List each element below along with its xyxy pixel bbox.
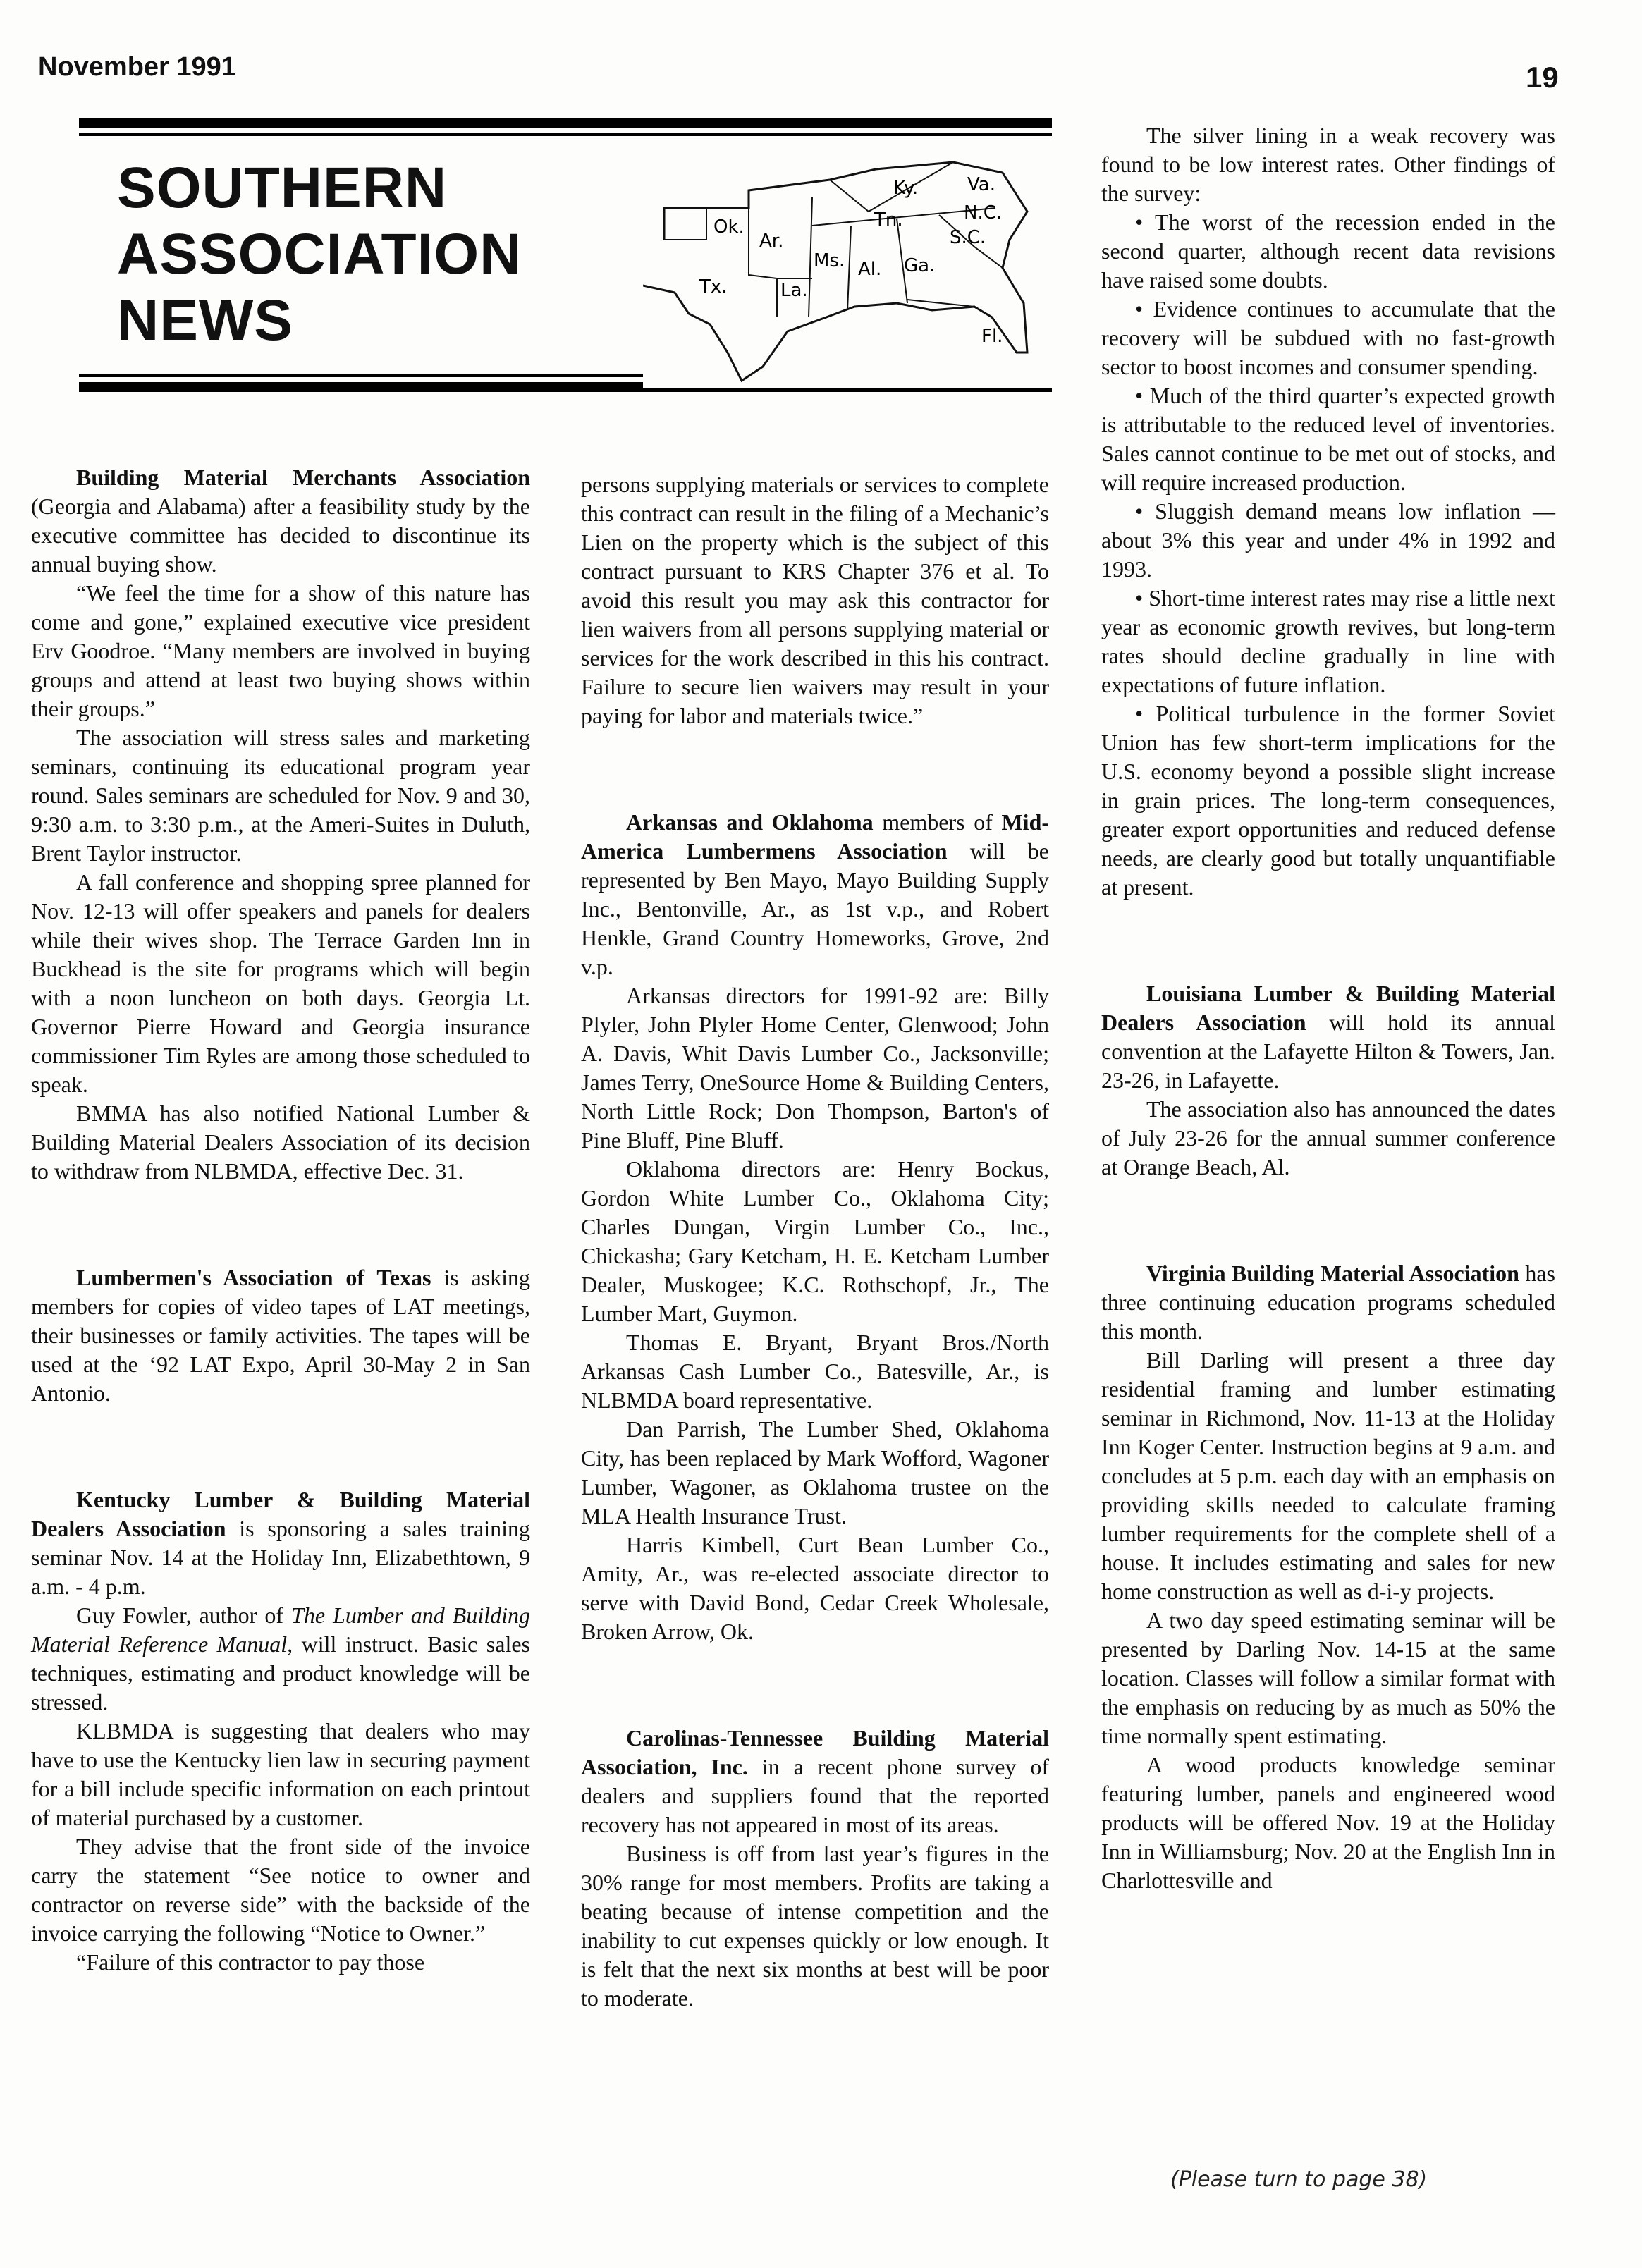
survey-intro: The silver lining in a weak recovery was found to be low interest rates. Other findings of the survey:: [1101, 123, 1555, 206]
klbmda-head: Kentucky Lumber & Building Material Dealers Association: [31, 1487, 530, 1541]
survey-bullet-5: • Short-time interest rates may rise a little next year as economic growth revives, but long-term rates should decline gradually in line with expectations of future inflation.: [1101, 585, 1555, 697]
column-2: [581, 470, 1049, 2013]
survey-bullet-4: • Sluggish demand means low inflation — about 3% this year and under 4% in 1992 and 1993.: [1101, 498, 1555, 582]
reference-manual-title: The Lumber and Building Material Reference Manual,: [31, 1602, 530, 1657]
klbmda-p3: KLBMDA is suggesting that dealers who may have to use the Kentucky lien law in securing payment for a bill include specific information on each printout of material purchased by a customer.: [31, 1718, 530, 1830]
column-3: [1101, 121, 1555, 1895]
llbmda-p1: will hold its annual convention at the Lafayette Hilton & Towers, Jan. 23-26, in Lafayette.: [1101, 1010, 1556, 1093]
page-number: 19: [1526, 61, 1559, 94]
map-label-ga: Ga.: [904, 255, 936, 276]
survey-bullet-2: • Evidence continues to accumulate that the recovery will be subdued with no fast-growth sector to boost incomes and consumer spending.: [1101, 296, 1555, 379]
mla-mid: members of: [873, 809, 1002, 835]
ctbma-p2: Business is off from last year’s figures in the 30% range for most members. Profits are taking a beating because of intense competition and the inability to cut expenses quickly or low enough. It is felt that the next six months at best will be poor to moderate.: [581, 1841, 1049, 2011]
mla-head-2: Mid-America Lumbermens Association: [581, 809, 1050, 864]
bmma-p1: (Georgia and Alabama) after a feasibility study by the executive committee has decided to discontinue its annual buying show.: [31, 494, 530, 577]
mla-p5: Dan Parrish, The Lumber Shed, Oklahoma City, has been replaced by Mark Wofford, Wagoner Lumber, Wagoner, as Oklahoma trustee on the MLA Health Insurance Trust.: [581, 1416, 1049, 1528]
klbmda-p5: “Failure of this contractor to pay those: [76, 1949, 425, 1975]
map-label-tx: Tx.: [699, 276, 728, 298]
klbmda-p4: They advise that the front side of the invoice carry the statement “See notice to owner and contractor on reverse side” with the backside of the invoice carrying the following “Notice to Owner.”: [31, 1834, 530, 1946]
llbmda-head: Louisiana Lumber & Building Material Dealers Association: [1101, 981, 1555, 1035]
mla-item: [581, 808, 1049, 981]
section-banner: [79, 113, 1052, 403]
map-label-ky: Ky.: [893, 178, 919, 199]
map-label-sc: S.C.: [950, 227, 986, 248]
llbmda-item: [1101, 979, 1555, 1095]
mla-p2: Arkansas directors for 1991-92 are: Billy Plyler, John Plyler Home Center, Glenwood; John A. Davis, Whit Davis Lumber Co., Jacksonville; James Terry, OneSource Home & Building Centers, North Little Rock; Don Thompson, Barton's of Pine Bluff, Pine Bluff.: [581, 983, 1049, 1153]
ctbma-p1: in a recent phone survey of dealers and suppliers found that the reported recovery has not appeared in most of its areas.: [581, 1754, 1049, 1837]
column-1: [31, 463, 530, 1977]
klbmda-p2: [31, 1601, 530, 1717]
section-title: [117, 155, 522, 354]
title-line-3: NEWS: [117, 288, 293, 353]
ctbma-item: [581, 1724, 1049, 1839]
continued-notice: (Please turn to page 38): [1170, 2167, 1428, 2192]
lat-head: Lumbermen's Association of Texas: [76, 1265, 431, 1290]
map-label-fl: Fl.: [981, 326, 1003, 347]
title-line-1: SOUTHERN: [117, 156, 448, 220]
llbmda-p2: The association also has announced the dates of July 23-26 for the annual summer conference at Orange Beach, Al.: [1101, 1096, 1555, 1179]
survey-bullet-1: • The worst of the recession ended in the second quarter, although recent data revisions have raised some doubts.: [1101, 209, 1555, 293]
mla-p4: Thomas E. Bryant, Bryant Bros./North Arkansas Cash Lumber Co., Batesville, Ar., is NLBMDA board representative.: [581, 1330, 1049, 1413]
vbma-p3: A two day speed estimating seminar will be presented by Darling Nov. 14-15 at the same location. Classes will follow a similar format with the emphasis on reducing by as much as 50% the time normally spent estimating.: [1101, 1607, 1555, 1748]
bmma-head: Building Material Merchants Association: [76, 465, 530, 490]
vbma-p2: Bill Darling will present a three day residential framing and lumber estimating seminar in Richmond, Nov. 11-13 at the Holiday Inn Koger Center. Instruction begins at 9 a.m. and concludes at 5 p.m. each day with an emphasis on providing skills needed to calculate framing lumber requirements for the complete shell of a house. It includes estimating and sales for new home construction as well as d-i-y projects.: [1101, 1347, 1555, 1604]
southern-states-map: [643, 141, 1052, 388]
map-label-tn: Tn.: [874, 209, 903, 231]
survey-bullet-6: • Political turbulence in the former Soviet Union has few short-term implications for the U.S. economy beyond a possible slight increase in grain prices. The long-term consequences, greater export opportunities and reduced defense needs, are clearly good but totally unquantifiable at present.: [1101, 701, 1555, 900]
lat-item: [31, 1263, 530, 1408]
vbma-p1: has three continuing education programs scheduled this month.: [1101, 1261, 1556, 1344]
map-label-ms: Ms.: [814, 250, 845, 271]
bmma-p3: The association will stress sales and marketing seminars, continuing its educational program year round. Sales seminars are scheduled for Nov. 9 and 30, 9:30 a.m. to 3:30 p.m., at the Ameri-Suites in Duluth, Brent Taylor instructor.: [31, 725, 530, 866]
klbmda-item: [31, 1485, 530, 1601]
mla-p1: will be represented by Ben Mayo, Mayo Building Supply Inc., Bentonville, Ar., as 1st v.p., and Robert Henkle, Grand Country Homeworks, Grove, 2nd v.p.: [581, 838, 1050, 979]
survey-bullet-3: • Much of the third quarter’s expected growth is attributable to the reduced level of inventories. Sales cannot continue to be met out of stocks, and will require increased production.: [1101, 383, 1555, 495]
map-label-al: Al.: [858, 259, 882, 280]
map-label-va: Va.: [967, 174, 995, 195]
banner-top-rule-thin: [79, 133, 1052, 136]
map-label-la: La.: [780, 280, 808, 301]
ctbma-head: Carolinas-Tennessee Building Material Association, Inc.: [581, 1725, 1049, 1779]
vbma-p4: A wood products knowledge seminar featuring lumber, panels and engineered wood products will be offered Nov. 19 at the Holiday Inn in Williamsburg; Nov. 20 at the English Inn in Charlottesville and: [1101, 1752, 1555, 1893]
klbmda-p2a: Guy Fowler, author of: [76, 1602, 292, 1628]
map-label-ok: Ok.: [713, 216, 745, 238]
bmma-p4: A fall conference and shopping spree planned for Nov. 12-13 will offer speakers and panels for dealers while their wives shop. The Terrace Garden Inn in Buckhead is the site for programs which will begin with a noon luncheon on both days. Georgia Lt. Governor Pierre Howard and Georgia insurance commissioner Tim Ryles are among those scheduled to speak.: [31, 869, 530, 1097]
issue-date: November 1991: [38, 52, 236, 82]
klbmda-p1: is sponsoring a sales training seminar Nov. 14 at the Holiday Inn, Elizabethtown, 9 a.m. - 4 p.m.: [31, 1516, 531, 1599]
vbma-head: Virginia Building Material Association: [1146, 1261, 1519, 1286]
bmma-p2: “We feel the time for a show of this nature has come and gone,” explained executive vice president Erv Goodroe. “Many members are involved in buying groups and attend at least two buying shows within their groups.”: [31, 580, 530, 721]
bmma-p5: BMMA has also notified National Lumber & Building Material Dealers Association of its decision to withdraw from NLBMDA, effective Dec. 31.: [31, 1101, 530, 1184]
lat-p1: is asking members for copies of video tapes of LAT meetings, their businesses or family activities. The tapes will be used at the ‘92 LAT Expo, April 30-May 2 in San Antonio.: [31, 1265, 531, 1406]
klbmda-p2b: will instruct. Basic sales techniques, estimating and product knowledge will be stressed.: [31, 1631, 531, 1715]
mla-head-1: Arkansas and Oklahoma: [626, 809, 874, 835]
title-line-2: ASSOCIATION: [117, 222, 522, 286]
bmma-item: [31, 463, 530, 579]
map-label-nc: N.C.: [964, 202, 1003, 223]
mla-p3: Oklahoma directors are: Henry Bockus, Gordon White Lumber Co., Oklahoma City; Charles Dungan, Virgin Lumber Co., Inc., Chickasha; Gary Ketcham, H. E. Ketcham Lumber Dealer, Muskogee; K.C. Rothschopf, Jr., The Lumber Mart, Guymon.: [581, 1156, 1049, 1326]
mla-p6: Harris Kimbell, Curt Bean Lumber Co., Amity, Ar., was re-elected associate director to serve with David Bond, Cedar Creek Wholesale, Broken Arrow, Ok.: [581, 1532, 1049, 1644]
lien-notice-continued: persons supplying materials or services to complete this contract can result in the filing of a Mechanic’s Lien on the property which is the subject of this contract pursuant to KRS Chapter 376 et al. To avoid this result you may ask this contractor for lien waivers from all persons supplying material or services for the work described in this his contract. Failure to secure lien waivers may result in your paying for labor and materials twice.”: [581, 472, 1049, 728]
banner-top-rule: [79, 118, 1052, 128]
map-label-ar: Ar.: [759, 231, 784, 252]
vbma-item: [1101, 1259, 1555, 1346]
